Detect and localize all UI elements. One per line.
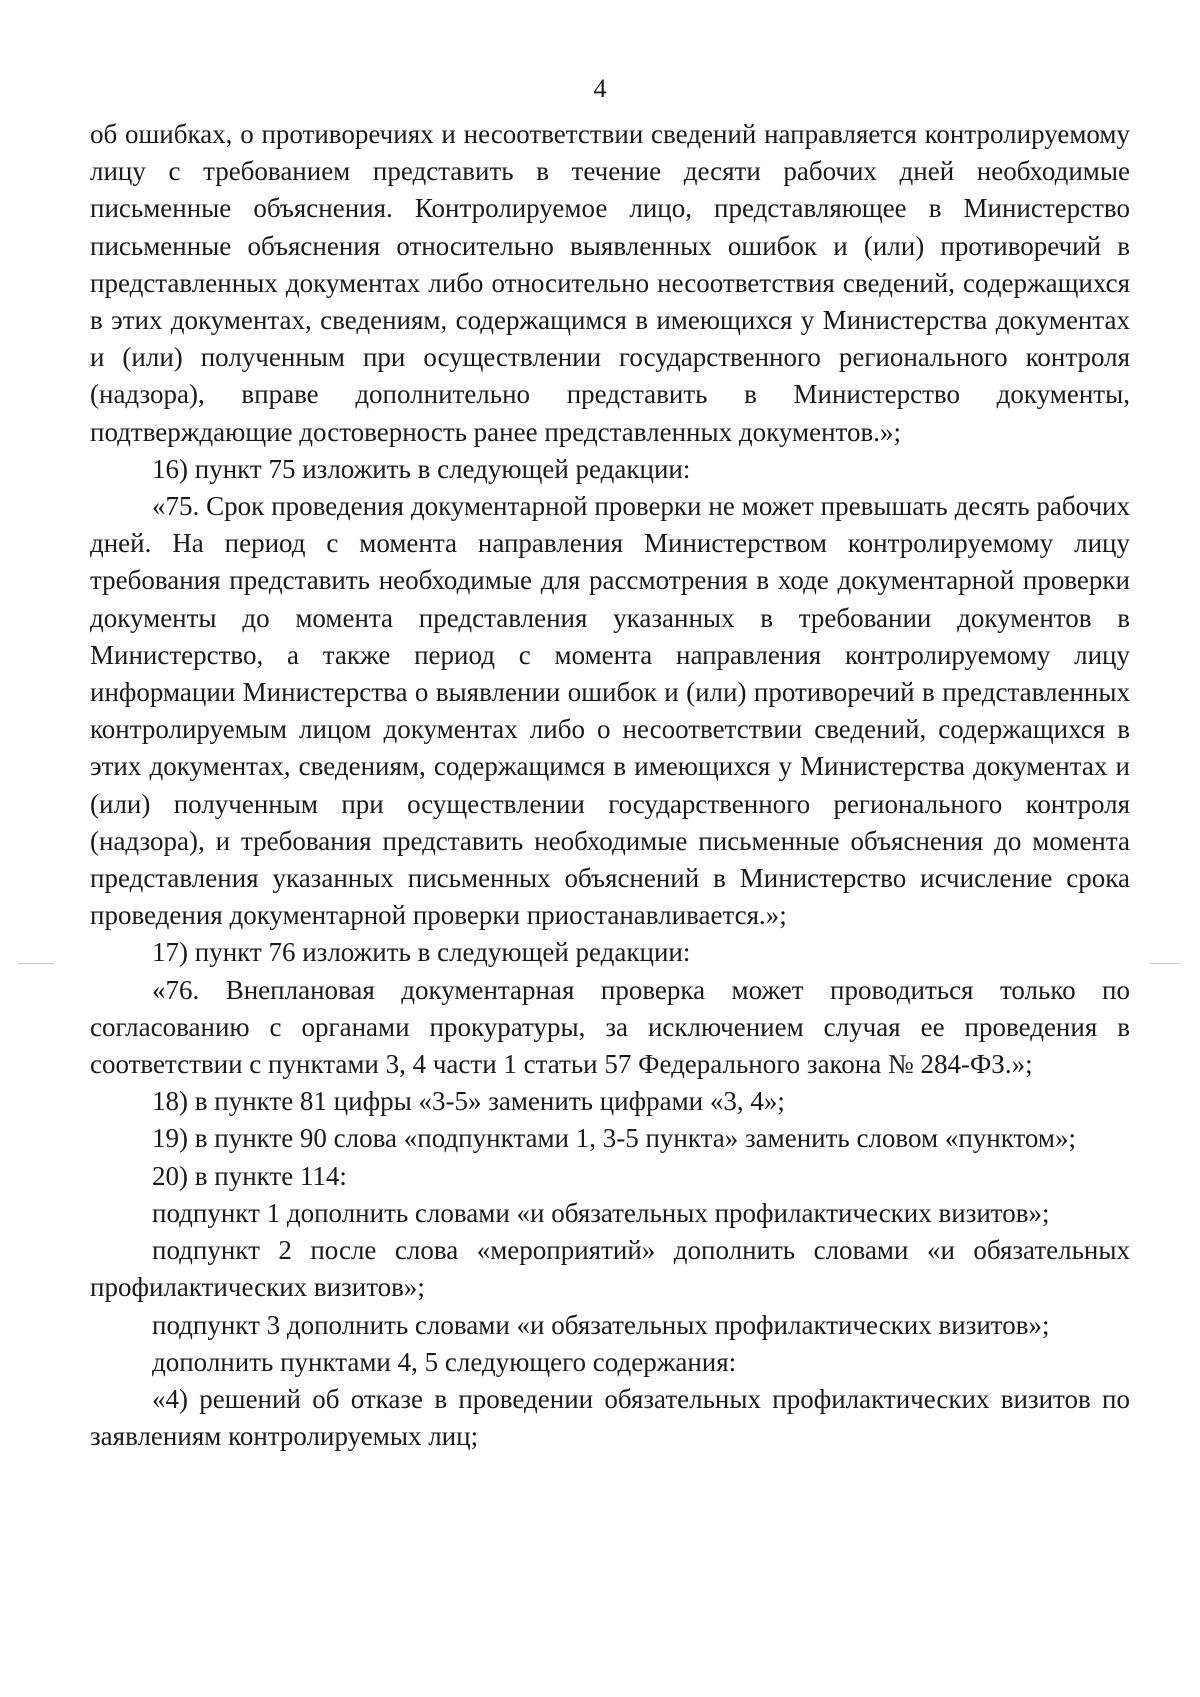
paragraph-subitem-3: подпункт 3 дополнить словами «и обязательных профилактических визитов»;	[152, 1309, 1050, 1340]
paragraph-add-items: дополнить пунктами 4, 5 следующего содержания:	[152, 1346, 737, 1377]
paragraph-item-16: 16) пункт 75 изложить в следующей редакции:	[152, 453, 691, 484]
paragraph-item-19: 19) в пункте 90 слова «подпунктами 1, 3-5 пункта» заменить словом «пунктом»;	[152, 1123, 1076, 1154]
paragraph-continuation: об ошибках, о противоречиях и несоответствии сведений направляется контролируемому лицу с требованием представить в течение десяти рабочих дней необходимые письменные объяснения. Контролируемое лицо, представляющее в Министерство письменные объяснения относительно выявленных ошибок и (или) противоречий в представленных документах либо относительно несоответствия сведений, содержащихся в этих документах, сведениям, содержащимся в имеющихся у Министерства документах и (или) полученным при осуществлении государственного регионального контроля (надзора), вправе дополнительно представить в Министерство документы, подтверждающие достоверность ранее представленных документов.»;	[90, 119, 1130, 447]
scan-artifact-left	[18, 963, 54, 964]
paragraph-subitem-2: подпункт 2 после слова «мероприятий» дополнить словами «и обязательных профилактических визитов»;	[90, 1235, 1130, 1303]
paragraph-clause-76: «76. Внеплановая документарная проверка может проводиться только по согласованию с органами прокуратуры, за исключением случая ее проведения в соответствии с пунктами 3, 4 части 1 статьи 57 Федерального закона № 284-ФЗ.»;	[90, 974, 1130, 1080]
paragraph-new-item-4: «4) решений об отказе в проведении обязательных профилактических визитов по заявлениям контролируемых лиц;	[90, 1383, 1130, 1452]
document-body	[90, 116, 1130, 1455]
scan-artifact-right	[1150, 963, 1180, 964]
paragraph-subitem-1: подпункт 1 дополнить словами «и обязательных профилактических визитов»;	[152, 1197, 1050, 1228]
paragraph-item-18: 18) в пункте 81 цифры «3-5» заменить цифрами «3, 4»;	[152, 1086, 785, 1117]
paragraph-item-17: 17) пункт 76 изложить в следующей редакции:	[152, 937, 691, 968]
paragraph-item-20: 20) в пункте 114:	[152, 1160, 347, 1191]
paragraph-clause-75: «75. Срок проведения документарной проверки не может превышать десять рабочих дней. На период с момента направления Министерством контролируемому лицу требования представить необходимые для рассмотрения в ходе документарной проверки документы до момента представления указанных в требовании документов в Министерство, а также период с момента направления контролируемому лицу информации Министерства о выявлении ошибок и (или) противоречий в представленных контролируемым лицом документах либо о несоответствии сведений, содержащихся в этих документах, сведениям, содержащимся в имеющихся у Министерства документах и (или) полученным при осуществлении государственного регионального контроля (надзора), и требования представить необходимые письменные объяснения до момента представления указанных письменных объяснений в Министерство исчисление срока проведения документарной проверки приостанавливается.»;	[90, 491, 1130, 931]
page-number: 4	[593, 74, 607, 103]
